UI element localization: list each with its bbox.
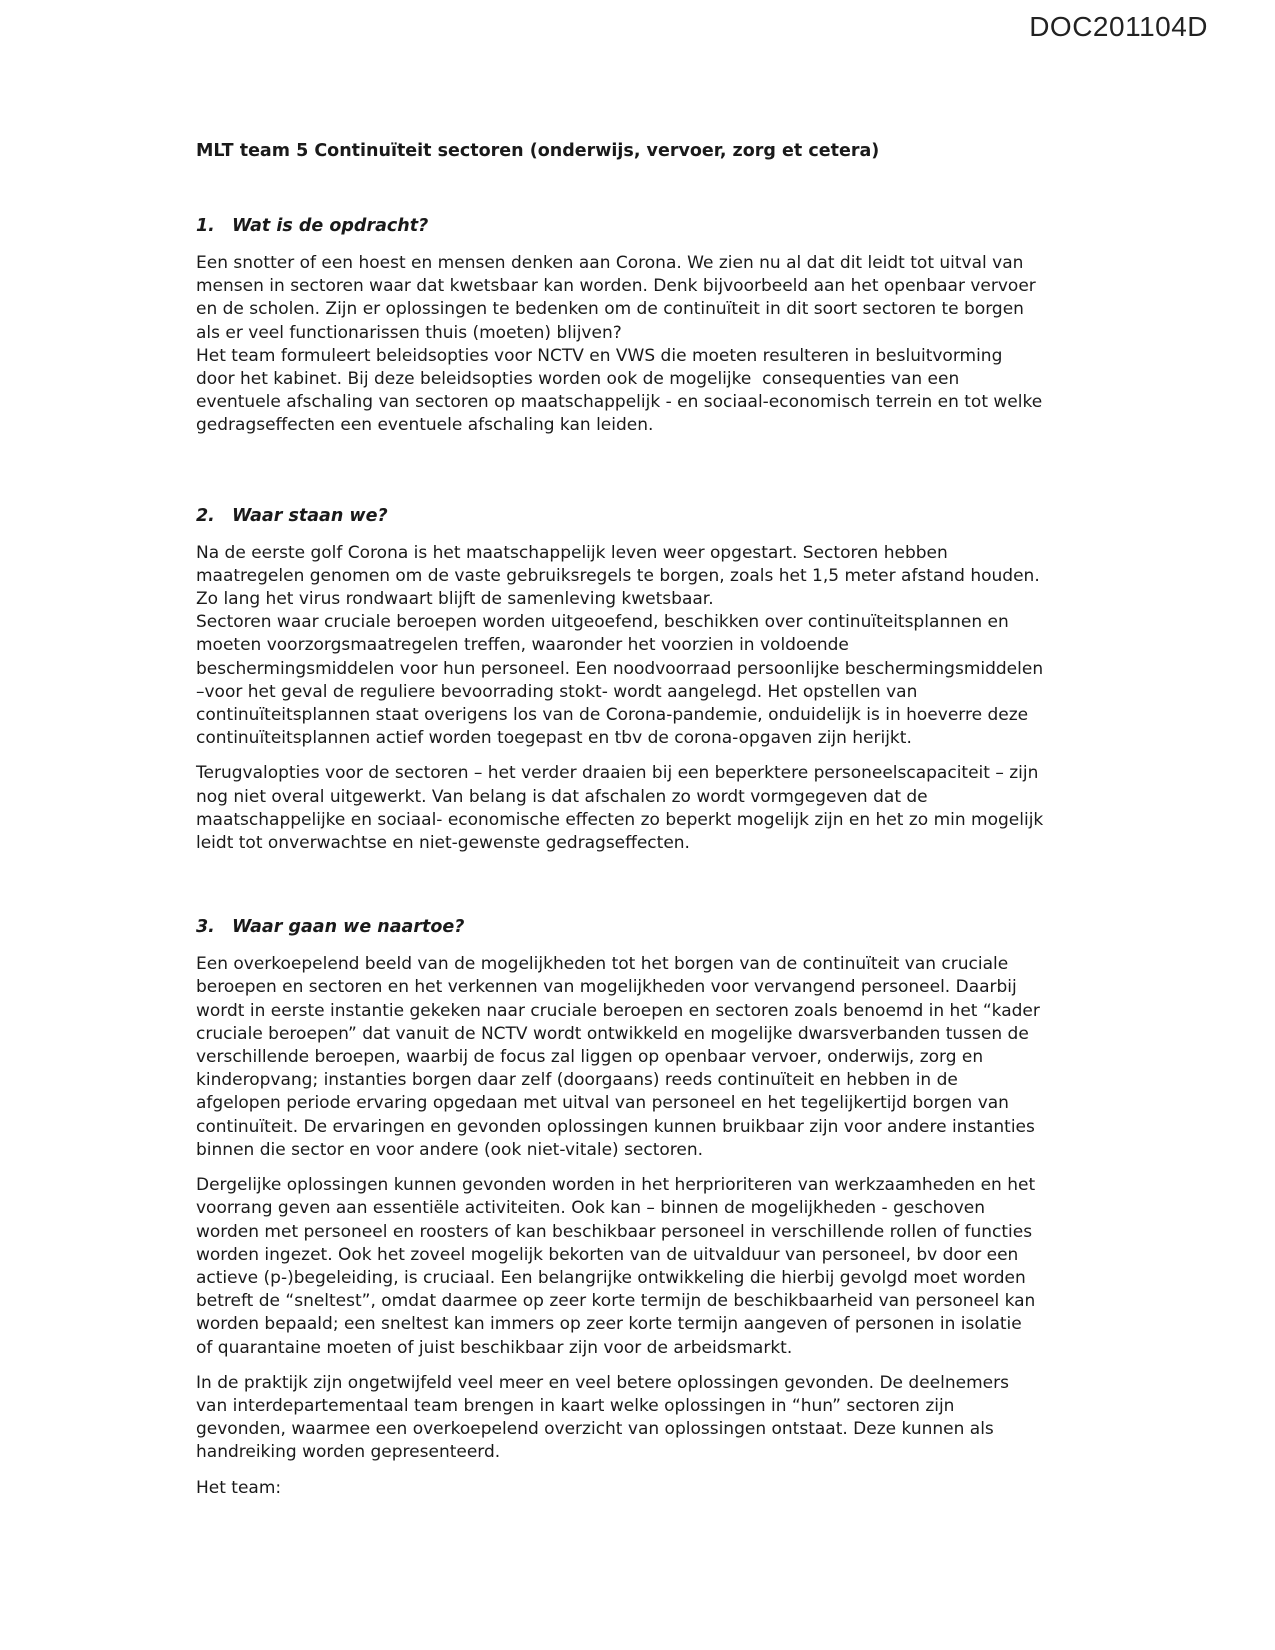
text-line: Het team formuleert beleidsopties voor NCTV en VWS die moeten resulteren in besluitvorming bbox=[196, 345, 1003, 366]
text-line: Dergelijke oplossingen kunnen gevonden worden in het herprioriteren van werkzaamheden en het bbox=[196, 1175, 1036, 1196]
paragraph bbox=[196, 953, 1096, 1162]
text-line: beroepen en sectoren en het verkennen van mogelijkheden voor vervangend personeel. Daarbij bbox=[196, 977, 1017, 998]
document-body bbox=[196, 139, 1096, 1512]
text-line: wordt in eerste instantie gekeken naar cruciale beroepen en sectoren zoals benoemd in het “kader bbox=[196, 1000, 1040, 1021]
text-line: gedragseffecten een eventuele afschaling kan leiden. bbox=[196, 415, 654, 436]
section-number: 2. bbox=[196, 505, 215, 526]
text-line: moeten voorzorgsmaatregelen treffen, waaronder het voorzien in voldoende bbox=[196, 635, 849, 656]
text-line: actieve (p-)begeleiding, is cruciaal. Een belangrijke ontwikkeling die hierbij gevolgd moet worden bbox=[196, 1267, 1026, 1288]
text-line: voorrang geven aan essentiële activiteiten. Ook kan – binnen de mogelijkheden - geschoven bbox=[196, 1198, 985, 1219]
section-2 bbox=[196, 504, 1096, 856]
text-line: verschillende beroepen, waarbij de focus zal liggen op openbaar vervoer, onderwijs, zorg en bbox=[196, 1047, 984, 1068]
paragraph bbox=[196, 1477, 1096, 1500]
text-line: of quarantaine moeten of juist beschikbaar zijn voor de arbeidsmarkt. bbox=[196, 1337, 793, 1358]
text-line: continuïteit. De ervaringen en gevonden oplossingen kunnen bruikbaar zijn voor andere instanties bbox=[196, 1116, 1035, 1137]
text-line: Een snotter of een hoest en mensen denken aan Corona. We zien nu al dat dit leidt tot uitval van bbox=[196, 253, 1024, 273]
text-line: continuïteitsplannen actief worden toegepast en tbv de corona-opgaven zijn herijkt. bbox=[196, 728, 912, 749]
document-id: DOC201104D bbox=[1029, 11, 1208, 42]
text-line: nog niet overal uitgewerkt. Van belang is dat afschalen zo wordt vormgegeven dat de bbox=[196, 786, 928, 807]
text-line: als er veel functionarissen thuis (moeten) blijven? bbox=[196, 322, 622, 343]
text-line: In de praktijk zijn ongetwijfeld veel meer en veel betere oplossingen gevonden. De deelnemers bbox=[196, 1372, 1009, 1393]
text-line: leidt tot onverwachtse en niet-gewenste gedragseffecten. bbox=[196, 833, 690, 854]
section-heading bbox=[196, 915, 1096, 939]
text-line: continuïteitsplannen staat overigens los van de Corona-pandemie, onduidelijk is in hoeverre deze bbox=[196, 705, 1029, 726]
section-heading bbox=[196, 504, 1096, 528]
text-line: Terugvalopties voor de sectoren – het verder draaien bij een beperktere personeelscapaciteit – zijn bbox=[196, 763, 1039, 784]
text-line: –voor het geval de reguliere bevoorrading stokt- wordt aangelegd. Het opstellen van bbox=[196, 681, 918, 702]
text-line: mensen in sectoren waar dat kwetsbaar kan worden. Denk bijvoorbeeld aan het openbaar vervoer bbox=[196, 276, 1036, 297]
text-line: gevonden, waarmee een overkoepelend overzicht van oplossingen ontstaat. Deze kunnen als bbox=[196, 1419, 994, 1440]
section-number: 1. bbox=[196, 216, 215, 236]
paragraph bbox=[196, 252, 1096, 438]
text-line: cruciale beroepen” dat vanuit de NCTV wordt ontwikkeld en mogelijke dwarsverbanden tussen de bbox=[196, 1023, 1029, 1044]
text-line: eventuele afschaling van sectoren op maatschappelijk - en sociaal-economisch terrein en tot welke bbox=[196, 392, 1043, 413]
text-line: worden bepaald; een sneltest kan immers op zeer korte termijn aangeven of personen in isolatie bbox=[196, 1314, 1022, 1335]
text-line: en de scholen. Zijn er oplossingen te bedenken om de continuïteit in dit soort sectoren te borgen bbox=[196, 299, 1024, 320]
paragraph bbox=[196, 1372, 1096, 1465]
text-line: binnen die sector en voor andere (ook niet-vitale) sectoren. bbox=[196, 1139, 704, 1160]
text-line: Na de eerste golf Corona is het maatschappelijk leven weer opgestart. Sectoren hebben bbox=[196, 542, 948, 563]
section-title: Waar staan we? bbox=[232, 505, 388, 526]
paragraph bbox=[196, 1174, 1096, 1360]
section-3 bbox=[196, 915, 1096, 1499]
text-line: handreiking worden gepresenteerd. bbox=[196, 1442, 501, 1463]
paragraph bbox=[196, 542, 1096, 751]
text-line: Het team: bbox=[196, 1477, 282, 1498]
text-line: afgelopen periode ervaring opgedaan met uitval van personeel en het tegelijkertijd borgen van bbox=[196, 1093, 1009, 1114]
text-line: kinderopvang; instanties borgen daar zelf (doorgaans) reeds continuïteit en hebben in de bbox=[196, 1070, 958, 1091]
text-line: maatregelen genomen om de vaste gebruiksregels te borgen, zoals het 1,5 meter afstand houden. bbox=[196, 565, 1040, 586]
text-line: betreft de “sneltest”, omdat daarmee op zeer korte termijn de beschikbaarheid van personeel kan bbox=[196, 1291, 1036, 1312]
paragraph bbox=[196, 762, 1096, 855]
section-number: 3. bbox=[196, 917, 215, 938]
section-title: Wat is de opdracht? bbox=[232, 216, 429, 236]
text-line: maatschappelijke en sociaal- economische effecten zo beperkt mogelijk zijn en het zo min mogelijk bbox=[196, 809, 1044, 830]
text-line: beschermingsmiddelen voor hun personeel. Een noodvoorraad persoonlijke beschermingsmiddelen bbox=[196, 658, 1044, 679]
section-title: Waar gaan we naartoe? bbox=[232, 917, 465, 938]
text-line: door het kabinet. Bij deze beleidsopties worden ook de mogelijke consequenties van een bbox=[196, 369, 960, 390]
text-line: worden ingezet. Ook het zoveel mogelijk bekorten van de uitvalduur van personeel, bv door een bbox=[196, 1244, 1019, 1265]
section-heading bbox=[196, 214, 1096, 238]
text-line: Zo lang het virus rondwaart blijft de samenleving kwetsbaar. bbox=[196, 589, 714, 610]
section-1 bbox=[196, 214, 1096, 438]
document-title: MLT team 5 Continuïteit sectoren (onderwijs, vervoer, zorg et cetera) bbox=[196, 141, 880, 161]
text-line: Een overkoepelend beeld van de mogelijkheden tot het borgen van de continuïteit van cruciale bbox=[196, 954, 1009, 975]
text-line: worden met personeel en roosters of kan beschikbaar personeel in verschillende rollen of functies bbox=[196, 1221, 1033, 1242]
text-line: Sectoren waar cruciale beroepen worden uitgeoefend, beschikken over continuïteitsplannen en bbox=[196, 612, 1009, 633]
text-line: van interdepartementaal team brengen in kaart welke oplossingen in “hun” sectoren zijn bbox=[196, 1395, 955, 1416]
